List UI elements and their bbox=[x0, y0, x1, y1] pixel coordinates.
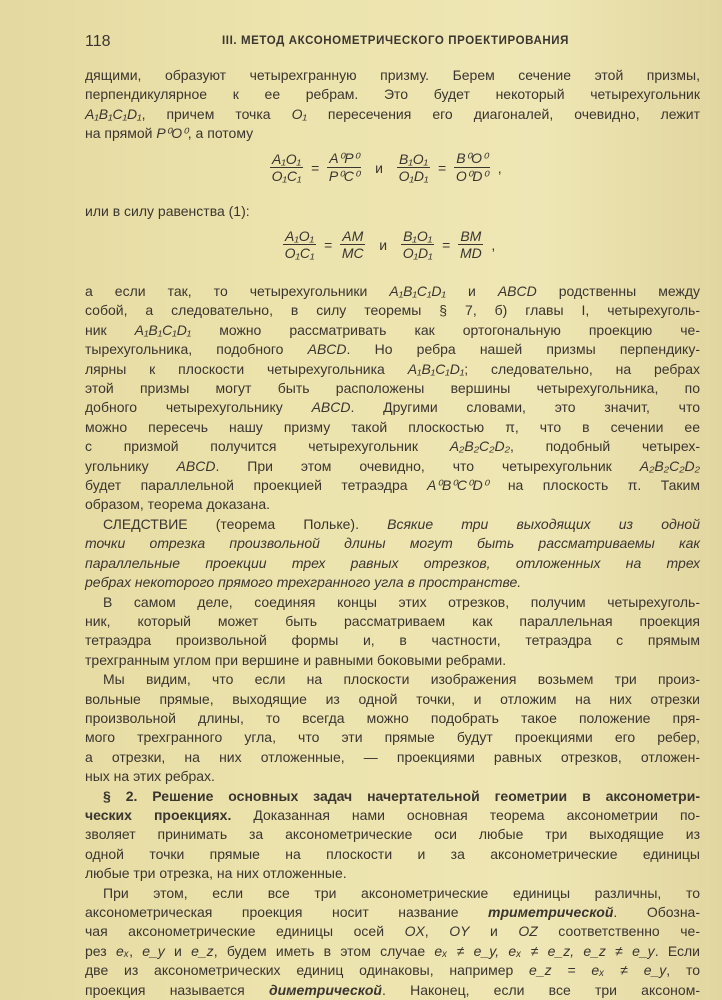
text-segment: , то bbox=[666, 962, 700, 979]
emphasis-text: eₓ ≠ e_y, eₓ ≠ e_z, e_z ≠ e_y bbox=[434, 942, 655, 959]
conjunction: и bbox=[375, 159, 383, 176]
text-line: тетраэдра произвольной формы и, в частности, тетраэдра с прямым bbox=[85, 632, 700, 649]
text-line: вольные прямые, выходящие из одной точки, и отложим на них отрезки bbox=[85, 690, 700, 707]
text-segment: и bbox=[469, 923, 519, 940]
text-segment: тырехугольника, подобного bbox=[85, 341, 308, 358]
text-segment: , bbox=[424, 923, 450, 940]
text-segment: можно рассматривать как ортогональную проекцию че- bbox=[191, 321, 700, 338]
chapter-title: III. МЕТОД АКСОНОМЕТРИЧЕСКОГО ПРОЕКТИРОВАНИЯ bbox=[222, 35, 570, 47]
emphasis-text: диметрической bbox=[268, 981, 382, 998]
numerator: BM bbox=[460, 228, 482, 244]
emphasis-text: e_z bbox=[191, 942, 214, 959]
denominator: O₁D₁ bbox=[398, 168, 429, 184]
emphasis-text: A₂B₂C₂D₂ bbox=[449, 438, 510, 455]
numerator: A⁰P⁰ bbox=[329, 150, 360, 166]
text-line bbox=[85, 942, 700, 961]
text-line: Мы видим, что если на плоскости изображения возьмем три произ- bbox=[103, 671, 700, 688]
punctuation: , bbox=[497, 159, 502, 176]
fraction bbox=[454, 150, 489, 185]
emphasis-text: триметрической bbox=[488, 904, 614, 920]
text-segment: СЛЕДСТВИЕ (теорема Польке). bbox=[103, 515, 388, 532]
text-line: ных на этих ребрах. bbox=[85, 768, 215, 785]
text-segment: ник bbox=[85, 321, 135, 338]
emphasis-text: OZ bbox=[518, 923, 538, 940]
emphasis-text: A₁B₁C₁D₁ bbox=[85, 105, 142, 122]
fraction bbox=[327, 150, 361, 185]
text-segment: ; следовательно, на ребрах bbox=[464, 360, 700, 377]
text-segment: соответственно че- bbox=[537, 923, 700, 940]
text-line bbox=[85, 321, 700, 340]
text-segment: и bbox=[445, 283, 498, 299]
text-segment: , причем точка bbox=[141, 105, 292, 122]
emphasis-text: O₁ bbox=[291, 105, 307, 122]
emphasis-text: параллельные проекции трех равных отрезков, отложенных на трех bbox=[85, 554, 700, 571]
text-segment: . Обозна- bbox=[613, 904, 700, 920]
text-line: произвольной длины, то всегда можно подобрать такое положение пря- bbox=[85, 709, 700, 726]
text-line: мого трехгранного угла, что эти прямые будут проекциями его ребер, bbox=[85, 729, 700, 746]
text-line bbox=[85, 787, 700, 806]
text-segment: с призмой получится четырехугольник bbox=[85, 438, 450, 455]
denominator: MD bbox=[459, 245, 482, 261]
text-segment: добного четырехугольнику bbox=[85, 399, 312, 416]
text-line bbox=[85, 961, 700, 980]
emphasis-text: ABCD bbox=[497, 283, 537, 299]
text-segment: две из аксонометрических единиц одинаковы, например bbox=[85, 962, 530, 979]
text-line: зволяет принимать за аксонометрические оси любые три выходящие из bbox=[85, 826, 700, 843]
text-line bbox=[85, 515, 700, 534]
text-line: перпендикулярное к ее ребрам. Это будет некоторый четырехугольник bbox=[85, 86, 700, 103]
emphasis-text: e_y bbox=[142, 942, 165, 959]
text-line bbox=[85, 922, 700, 941]
emphasis-text: OX bbox=[404, 923, 425, 940]
text-segment: а если так, то четырехугольники bbox=[85, 283, 390, 299]
text-line bbox=[85, 437, 700, 456]
denominator: O⁰D⁰ bbox=[455, 168, 489, 184]
emphasis-text: ABCD bbox=[176, 457, 216, 474]
text-line bbox=[85, 282, 700, 301]
text-line bbox=[85, 457, 700, 476]
text-line: При этом, если все три аксонометрические единицы различны, то bbox=[103, 884, 700, 901]
conjunction: и bbox=[379, 236, 388, 253]
text-segment: пересечения его диагоналей, очевидно, лежит bbox=[306, 105, 700, 122]
text-line: образом, теорема доказана. bbox=[85, 496, 271, 513]
text-segment: на плоскость π. Таким bbox=[488, 477, 700, 494]
text-segment: , подобный четырех- bbox=[509, 438, 700, 455]
text-line bbox=[85, 340, 700, 359]
fraction bbox=[401, 228, 434, 261]
numerator: B⁰O⁰ bbox=[456, 150, 488, 166]
fraction bbox=[397, 151, 430, 184]
emphasis-text: A₁B₁C₁D₁ bbox=[389, 283, 446, 299]
emphasis-text: Всякие три выходящих из одной bbox=[387, 515, 700, 532]
equals-sign: = bbox=[324, 236, 333, 253]
text-line: ник, который может быть рассматриваем как параллельная проекция bbox=[85, 612, 700, 629]
text-line: любые три отрезка, на них отложенные. bbox=[85, 865, 347, 882]
text-segment: угольнику bbox=[85, 457, 177, 474]
text-line: В самом деле, соединяя концы этих отрезков, получим четырехуголь- bbox=[103, 593, 700, 610]
emphasis-text: P⁰O⁰ bbox=[156, 125, 188, 142]
numerator: AM bbox=[342, 228, 364, 244]
text-segment: и bbox=[164, 942, 192, 959]
emphasis-text: ABCD bbox=[307, 341, 347, 358]
emphasis-text: ребрах некоторого прямого трехгранного угла в пространстве. bbox=[85, 574, 522, 591]
text-segment: родственны между bbox=[536, 283, 700, 299]
text-segment: . При этом очевидно, что четырехугольник bbox=[215, 457, 640, 474]
emphasis-text: точки отрезка произвольной длины могут быть рассматриваемы как bbox=[85, 535, 700, 552]
emphasis-text: ABCD bbox=[311, 399, 351, 416]
denominator: O₁C₁ bbox=[271, 168, 302, 184]
text-segment: . Но ребра нашей призмы перпендику- bbox=[346, 341, 701, 358]
fraction bbox=[270, 151, 303, 184]
text-line bbox=[85, 806, 700, 825]
text-segment: проекция называется bbox=[85, 981, 269, 998]
emphasis-text: e_z = eₓ ≠ e_y bbox=[529, 962, 667, 979]
denominator: MC bbox=[341, 245, 364, 261]
text-segment: , bbox=[129, 942, 143, 959]
text-segment: , будем иметь в этом случае bbox=[213, 942, 435, 959]
page-number: 118 bbox=[85, 33, 111, 50]
formula-2 bbox=[283, 228, 495, 261]
fraction bbox=[283, 228, 316, 261]
text-line: а отрезки, на них отложенные, — проекциями равных отрезков, отложен- bbox=[85, 748, 700, 765]
text-line bbox=[85, 554, 700, 573]
denominator: O₁C₁ bbox=[284, 245, 315, 261]
text-line bbox=[85, 360, 700, 379]
numerator: A₁O₁ bbox=[285, 228, 315, 244]
text-line bbox=[85, 903, 700, 922]
text-segment: аксонометрическая проекция носит название bbox=[85, 904, 489, 920]
text-line: можно пересечь нашу призму такой плоскостью π, что в сечении ее bbox=[85, 418, 700, 435]
emphasis-text: A₁B₁C₁D₁ bbox=[407, 360, 465, 377]
text-line bbox=[85, 981, 700, 1000]
equals-sign: = bbox=[438, 159, 447, 176]
text-line bbox=[85, 124, 700, 143]
text-line bbox=[85, 476, 700, 495]
fraction bbox=[458, 228, 483, 261]
text-line: или в силу равенства (1): bbox=[85, 203, 250, 219]
paragraph-1 bbox=[85, 66, 700, 144]
body-text bbox=[85, 282, 700, 1000]
emphasis-text: eₓ bbox=[115, 942, 130, 959]
paragraph-or bbox=[85, 202, 700, 221]
equals-sign: = bbox=[311, 159, 320, 176]
denominator: P⁰C⁰ bbox=[328, 168, 360, 184]
emphasis-text: OY bbox=[449, 923, 470, 940]
text-segment: рез bbox=[85, 942, 116, 959]
text-line bbox=[85, 105, 700, 124]
equals-sign: = bbox=[442, 236, 451, 253]
numerator: A₁O₁ bbox=[272, 151, 302, 167]
text-segment: чая аксонометрические единицы осей bbox=[85, 923, 405, 940]
text-line bbox=[85, 534, 700, 553]
numerator: B₁O₁ bbox=[398, 151, 429, 167]
punctuation: , bbox=[491, 236, 496, 253]
text-segment: лярны к плоскости четырехугольника bbox=[85, 360, 408, 377]
text-segment: . Другими словами, это значит, что bbox=[350, 399, 700, 416]
text-segment: Доказанная нами основная теорема аксонометрии по- bbox=[231, 806, 700, 823]
emphasis-text: A₂B₂C₂D₂ bbox=[639, 457, 700, 474]
section-heading-text: ческих проекциях. bbox=[85, 806, 232, 823]
section-heading-text: § 2. Решение основных задач начертательной геометрии в аксонометри- bbox=[103, 787, 700, 804]
text-segment: на прямой bbox=[85, 125, 157, 142]
text-line bbox=[85, 398, 700, 417]
text-segment: , а потому bbox=[187, 125, 254, 142]
numerator: B₁O₁ bbox=[403, 228, 433, 244]
emphasis-text: A⁰B⁰C⁰D⁰ bbox=[427, 477, 489, 494]
text-segment: будет параллельной проекцией тетраэдра bbox=[85, 477, 428, 494]
text-segment: . Наконец, если все три аксоном- bbox=[381, 981, 700, 998]
formula-1 bbox=[270, 150, 502, 185]
text-line: собой, а следовательно, в силу теоремы § 7, б) главы I, четырехуголь- bbox=[85, 302, 700, 319]
fraction bbox=[340, 228, 365, 261]
text-line: одной точки прямые на плоскости и за аксонометрические единицы bbox=[85, 845, 700, 862]
emphasis-text: A₁B₁C₁D₁ bbox=[134, 321, 192, 338]
text-line: дящими, образуют четырехгранную призму. Берем сечение этой призмы, bbox=[85, 67, 700, 83]
text-line: этой призмы могут быть расположены вершины четырехугольника, по bbox=[85, 380, 700, 397]
text-line: трехгранным углом при вершине и равными боковыми ребрами. bbox=[85, 651, 507, 668]
text-line bbox=[85, 573, 700, 592]
text-segment: . Если bbox=[654, 942, 700, 959]
denominator: O₁D₁ bbox=[402, 245, 433, 261]
